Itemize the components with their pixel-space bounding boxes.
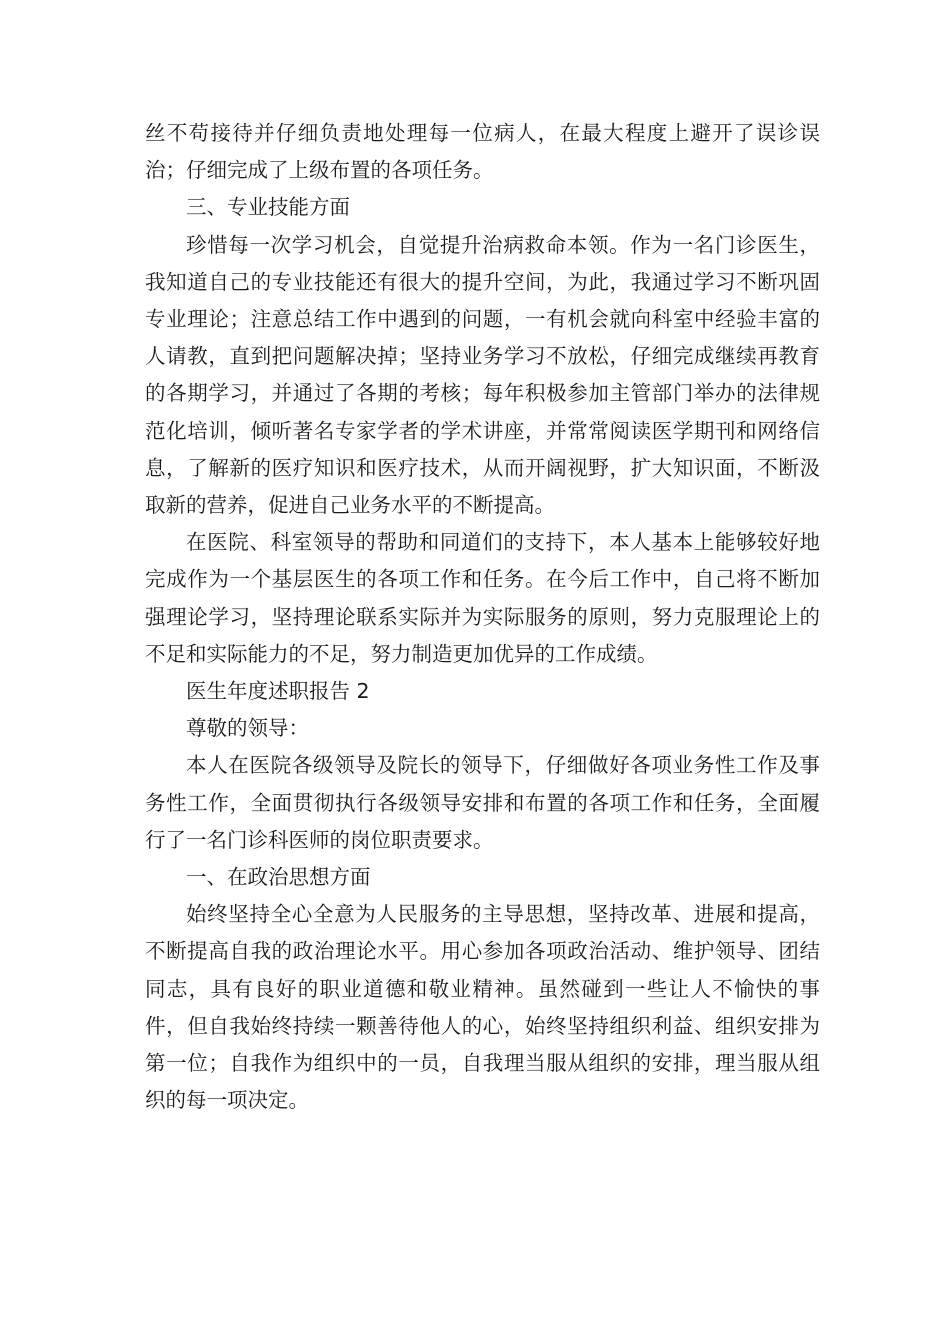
document-body	[145, 115, 820, 1119]
paragraph-summary: 在医院、科室领导的帮助和同道们的支持下，本人基本上能够较好地完成作为一个基层医生的各项工作和任务。在今后工作中，自己将不断加强理论学习，坚持理论联系实际并为实际服务的原则，努力克服理论上的不足和实际能力的不足，努力制造更加优异的工作成绩。	[145, 530, 820, 666]
paragraph-introduction: 本人在医院各级领导及院长的领导下，仔细做好各项业务性工作及事务性工作，全面贯彻执行各级领导安排和布置的各项工作和任务，全面履行了一名门诊科医师的岗位职责要求。	[145, 753, 820, 852]
section-heading-political-thought: 一、在政治思想方面	[186, 865, 371, 890]
paragraph-continued-text: 丝不苟接待并仔细负责地处理每一位病人，在最大程度上避开了误诊误治；仔细完成了上级布置的各项任务。	[145, 121, 820, 183]
report-title: 医生年度述职报告 2	[186, 679, 370, 704]
paragraph-professional-skills: 珍惜每一次学习机会，自觉提升治病救命本领。作为一名门诊医生，我知道自己的专业技能还有很大的提升空间，为此，我通过学习不断巩固专业理论；注意总结工作中遇到的问题，一有机会就向科室中经验丰富的人请教，直到把问题解决掉；坚持业务学习不放松，仔细完成继续再教育的各期学习，并通过了各期的考核；每年积极参加主管部门举办的法律规范化培训，倾听著名专家学者的学术讲座，并常常阅读医学期刊和网络信息，了解新的医疗知识和医疗技术，从而开阔视野，扩大知识面，不断汲取新的营养，促进自己业务水平的不断提高。	[145, 232, 820, 518]
paragraph-political-thought: 始终坚持全心全意为人民服务的主导思想，坚持改革、进展和提高，不断提高自我的政治理论水平。用心参加各项政治活动、维护领导、团结同志，具有良好的职业道德和敬业精神。虽然碰到一些让人不愉快的事件，但自我始终持续一颗善待他人的心，始终坚持组织利益、组织安排为第一位；自我作为组织中的一员，自我理当服从组织的安排，理当服从组织的每一项决定。	[145, 902, 820, 1113]
section-heading-professional-skills: 三、专业技能方面	[186, 195, 350, 220]
salutation: 尊敬的领导：	[186, 716, 309, 741]
